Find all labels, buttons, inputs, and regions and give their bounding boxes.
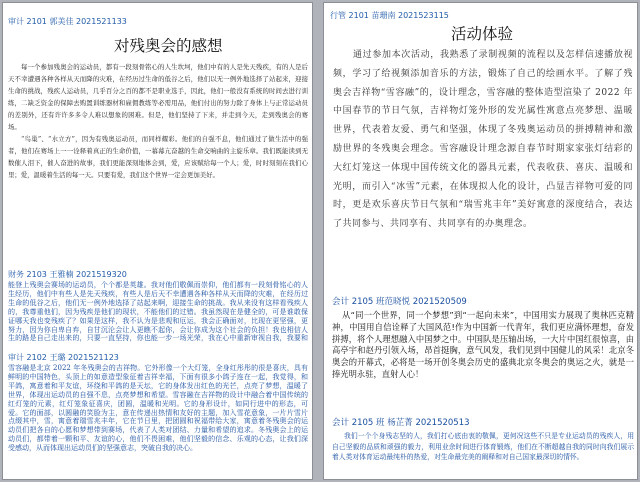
left-paragraph-1: 每一个参加残奥会的运动员，都有一段刻骨铭心的人生坎坷，他们中有的人是先天残疾，有的人是后天不幸遭遇各种各样从天而降的灾难，在经历过生命的低谷之后，他们以无一例外地选择了站起来，迎接生命的挑战，残疾人运动员，几乎百分之百的都不是职业选手，因此，他们一般没有系统的时间去进行训练，二缺乏资金的保障去购置训练器材和雇佣教练等必需用品，他们付出的努力除了身体上与正常运动员的差别外，还有许许多多令人难以想象的困难。但是，他们坚持了下来，并走到今天，走到残奥会的赛场。 [8, 63, 308, 131]
left-section-2-header: 审计 2102 王璐 2021521123 [8, 353, 119, 362]
left-essay-body [8, 61, 308, 181]
right-author-header: 行管 2101 苗珊南 2021523115 [330, 11, 449, 20]
right-section-2-header: 会计 2105 班 杨芷菁 2021520513 [332, 418, 470, 428]
left-section-1-header: 财务 2103 王雅楠 2021519320 [8, 270, 127, 279]
left-section-1-body: 能登上残奥会赛场的运动员，个个都是英雄。我对他们敬佩而崇仰，他们都有一段刻骨铭心的人生经历，他们中有些人是先天残疾，有些人是后天不幸遭遇各种各样从天而降的灾难，在经历过生命的低谷之后，他们无一例外地选择了站起来啊，迎接生命的挑战。我从来没有这样看残疾人的，我尊重他们，因为残疾是他们的现状，不能他们的过错。我虽然现在是健全的，可是谁敢保证哪天我也变残疾了？如果是这样，我不认为是悲观和厄运，我会正确面对，比现在更坚强，更努力，因为你自卑自弃，自甘沉沦会让人更瞧不起你，会让你成为这个社会的负担！我也相信人生的路是自己走出来的，只要一直坚持，你也能一步一场光荣，我在心中重新审视自我，我要和 [8, 281, 308, 343]
left-section-2 [8, 364, 308, 478]
left-paragraph-2: “鸟巢”、“水立方”，因为有残奥运动员，而同样耀彩。他们的自强不息，他们通过了做生活中的强者，他们在赛场上一一诠释着真正的生命价值，一幕幕亢奋越的生命交响曲的主旋乐章。我们既能读到无数催人泪下，催人奋进的故事，我们更能深刻地体会到，爱，应该赋给每一个人；爱，时时刻刻在我们心里；爱，温暖着生活的每一天。只要有爱，我们这个世界一定会更加美好。 [8, 135, 308, 179]
right-paragraph-1: 通过参加本次活动，我熟悉了录制视频的流程以及怎样信速播放视频，学习了给视频添加音乐的方法，锻炼了自己的绘画水平。了解了残奥会吉祥物“雪容融”的，设计理念，雪容融的整体造型渲染了 2022 年中国春节的节日气氛，吉祥物灯笼外形的发光属性寓意点亮梦想、温暖世界，代表着友爱、勇气和坚强，体现了冬残奥运动员的拼搏精神和激励世界的冬残奥会理念。雪容融设计理念源自春节时期家家张灯结彩的大红灯笼这一体现中国传统文化的器具元素，代表收获、喜庆、温暖和光明，而引入“冰雪”元素，在体现拟人化的设计，凸显吉祥物可爱的同时，更是欢乐喜庆节日气氛和“瑞雪兆丰年”美好寓意的深度结合，表达了共同参与、共同享有、共同享有的办奥理念。 [333, 50, 633, 230]
right-essay-body [333, 46, 633, 288]
left-essay-title: 对残奥会的感想 [114, 37, 223, 55]
right-section-1 [332, 310, 634, 414]
right-section-1-header: 会计 2105 班范晓悦 2021520509 [332, 297, 467, 307]
right-section-1-body: 从“同一个世界，同一个梦想”到“一起向未来”，中国用实力展现了奥林匹克精神，中国用自信诠释了大国风范!作为中国新一代青年，我们更应满怀理想，奋发拼搏，将个人理想融入中国梦之中。中国队是压轴出场，一大片中国红很惊喜，由高亭宇和赵丹引领入场，昂首挺胸，意气风发，我们见到中国健儿的风采！北京冬奥会的开幕式，必将是一场开创冬奥会历史的盛典北京冬奥会的奥运之火，就是一捧光明永驻，直射人心！ [332, 310, 634, 379]
left-author-header: 审计 2101 郭美佳 2021521133 [8, 17, 127, 26]
right-essay-title: 活动体验 [451, 25, 514, 43]
right-section-2-body: 我们一个个身残志坚的人，我们打心底由衷的敬佩，更何况这些不只是专业运动员的残疾人，用自己坚毅的品质和顽强的毅力，利用业余时间进行体育锻炼，他们在不断超越自我的同时向我们展示着人类对体育运动最纯朴的热爱，对生命最完美的阐释和对自己国家最深切的情怀。 [332, 432, 634, 461]
right-document-page [323, 2, 638, 480]
right-section-2 [332, 431, 634, 479]
left-section-2-body: 雪容融是北京 2022 年冬残奥会的吉祥物。它外形像一个大灯笼，全身红彤彤的很是喜庆，具有鲜明的中国特色，头顶上的如意造型象征着吉祥幸福，下面有很多小鸽子连在一起，我觉得，和平鸽，寓意着和平友谊，环绕和平鸽的是天坛，它的身体发出红色的光芒，点亮了梦想，温暖了世界，体现出运动员的自强不息，点亮梦想和希望。雪容融在吉祥物的设计中融合着中国传统的红灯笼的元素，红灯笼象征喜庆，团圆，温暖和光明。它的身形设计，如同行进中的形态，可爱。它的面部，以圆融的笑脸为主，意在传递出热情和友好的主题，加入雪花意象，一片片雪片点缀其中，雪，寓意着瑞雪兆丰年，它在节日里，把团圆和祝福带给大家，寓意着冬残奥会的运动员们把各自的心愿和梦想带到赛场，代表了人类对团结、力量和希望的追求。冬残奥会上的运动员们，都带着一颗和平、友谊的心，他们不畏困难，他们坚毅的信念、乐观的心态，让我们深受感动，从而体现出运动员们的坚强意志，突破自我的决心。 [8, 364, 308, 453]
left-section-1 [8, 281, 308, 343]
left-document-page [2, 2, 313, 480]
